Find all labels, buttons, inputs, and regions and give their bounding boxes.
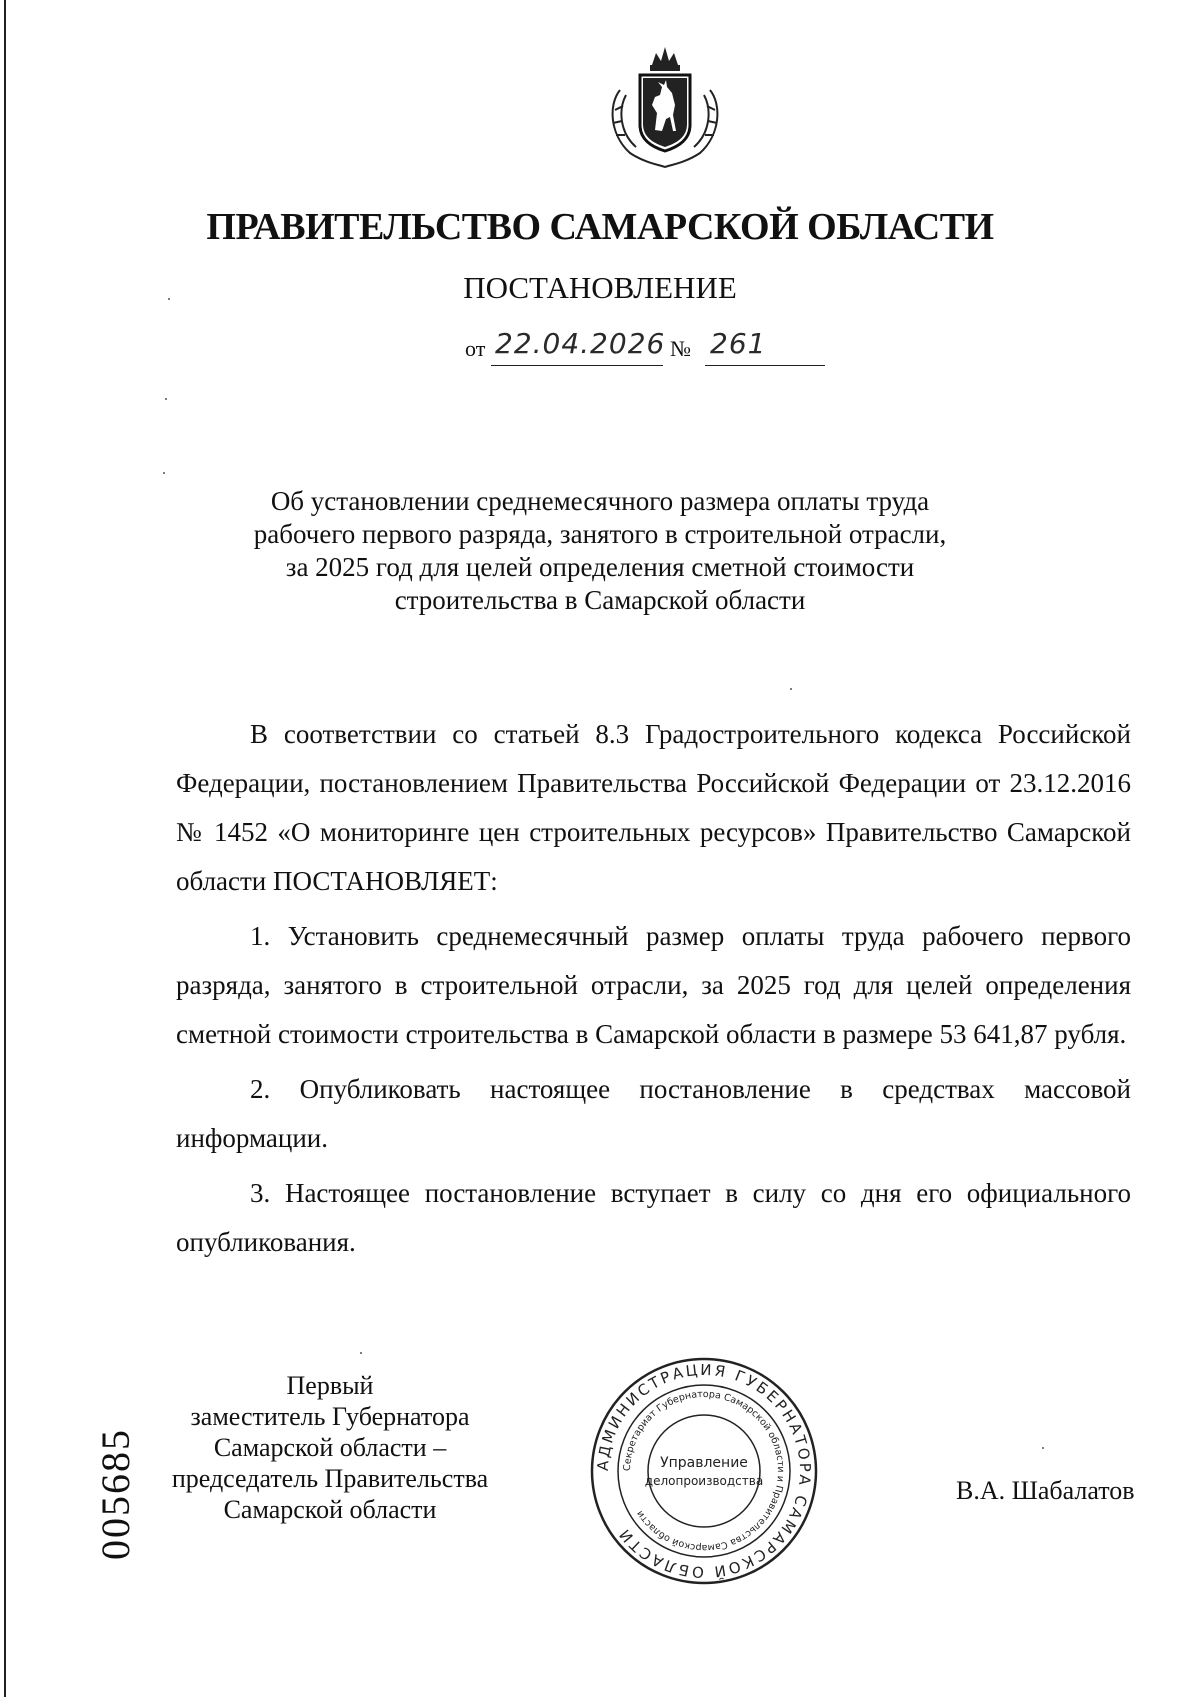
samara-coat-of-arms-emblem bbox=[600, 35, 730, 170]
number-label: № bbox=[670, 336, 691, 361]
scan-speck bbox=[168, 298, 170, 300]
resolution-item: 3. Настоящее постановление вступает в силу со дня его официального опубликования. bbox=[176, 1178, 1131, 1257]
subject-line: строительства в Самарской области bbox=[394, 585, 806, 615]
scan-speck bbox=[165, 398, 167, 400]
subject-line: Об установлении среднемесячного размера оплаты труда bbox=[270, 486, 930, 516]
date-number-line bbox=[465, 327, 865, 366]
preamble-paragraph: В соответствии со статьей 8.3 Градостроительного кодекса Российской Федерации, постановлением Правительства Российской Федерации от 23.12.2016 № 1452 «О мониторинге цен строительных ресурсов» Правительство Самарской области ПОСТАНОВЛЯЕТ: bbox=[176, 719, 1131, 896]
signatory-title-line: Самарской области bbox=[223, 1495, 437, 1524]
signatory-title-line: заместитель Губернатора bbox=[190, 1402, 470, 1431]
scan-speck bbox=[360, 1352, 362, 1354]
organization-title: ПРАВИТЕЛЬСТВО САМАРСКОЙ ОБЛАСТИ bbox=[206, 206, 994, 248]
date-handwritten: 22.04.2026 bbox=[495, 327, 666, 360]
signatory-title-line: Самарской области – bbox=[213, 1433, 447, 1462]
stamp-inner-text: Секретариат Губернатора Самарской области и Правительства Самарской области bbox=[621, 1388, 787, 1554]
registration-number: 005685 bbox=[93, 1428, 138, 1560]
scan-speck bbox=[1042, 1447, 1044, 1449]
scan-speck bbox=[790, 688, 792, 690]
official-round-stamp bbox=[588, 1355, 820, 1587]
stamp-center-line: делопроизводства bbox=[644, 1474, 764, 1488]
scan-speck bbox=[163, 472, 165, 474]
signatory-title-line: Первый bbox=[286, 1371, 374, 1400]
date-underline bbox=[491, 365, 663, 366]
signatory-name: В.А. Шабалатов bbox=[956, 1476, 1135, 1505]
subject-line: рабочего первого разряда, занятого в строительной отрасли, bbox=[253, 519, 947, 549]
stamp-center-line: Управление bbox=[660, 1455, 748, 1471]
document-body bbox=[176, 710, 1131, 1273]
document-type: ПОСТАНОВЛЕНИЕ bbox=[463, 270, 737, 305]
number-handwritten: 261 bbox=[710, 327, 767, 360]
resolution-item: 2. Опубликовать настоящее постановление в средствах массовой информации. bbox=[176, 1074, 1131, 1153]
signatory-title-line: председатель Правительства bbox=[171, 1464, 489, 1493]
date-label: от bbox=[465, 336, 486, 361]
signatory-title bbox=[160, 1370, 500, 1525]
stamp-outer-text: АДМИНИСТРАЦИЯ ГУБЕРНАТОРА САМАРСКОЙ ОБЛАСТИ bbox=[593, 1360, 815, 1582]
number-underline bbox=[705, 365, 825, 366]
page-edge bbox=[4, 0, 6, 1697]
resolution-item: 1. Установить среднемесячный размер оплаты труда рабочего первого разряда, занятого в строительной отрасли, за 2025 год для целей определения сметной стоимости строительства в Самарской области в размере 53 641,87 рубля. bbox=[176, 921, 1131, 1049]
document-subject bbox=[0, 485, 1200, 617]
subject-line: за 2025 год для целей определения сметной стоимости bbox=[285, 552, 915, 582]
